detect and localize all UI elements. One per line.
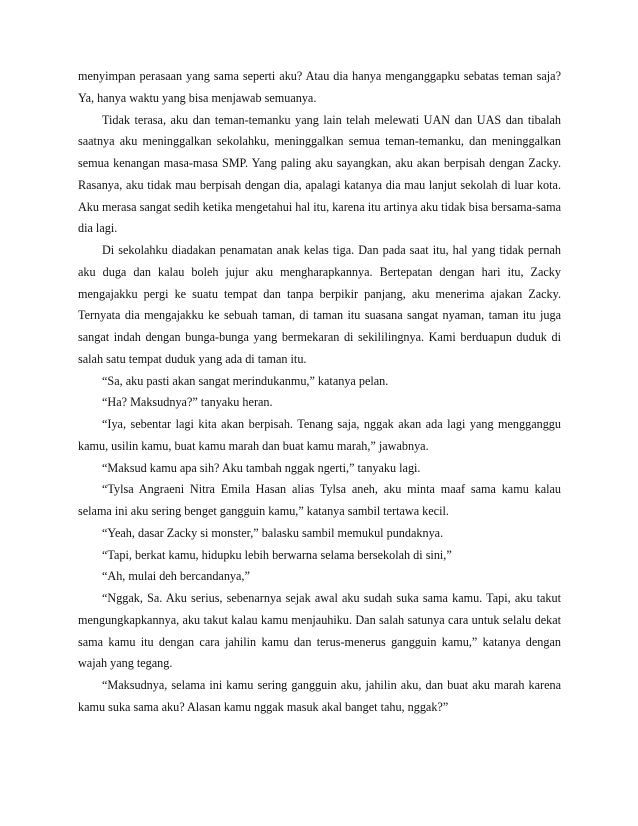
paragraph-11: “Ah, mulai deh bercandanya,”	[102, 569, 250, 584]
paragraph-5: “Ha? Maksudnya?” tanyaku heran.	[102, 395, 273, 410]
paragraph-4: “Sa, aku pasti akan sangat merindukanmu,” katanya pelan.	[102, 373, 389, 388]
body-text	[78, 66, 561, 719]
paragraph-1: menyimpan perasaan yang sama seperti aku? Atau dia hanya menganggapku sebatas teman saja? Ya, hanya waktu yang bisa menjawab semuanya.	[78, 69, 561, 105]
paragraph-8: “Tylsa Angraeni Nitra Emila Hasan alias Tylsa aneh, aku minta maaf sama kamu kalau selama ini aku sering benget gangguin kamu,” katanya sambil tertawa kecil.	[78, 482, 561, 518]
paragraph-12: “Nggak, Sa. Aku serius, sebenarnya sejak awal aku sudah suka sama kamu. Tapi, aku takut mengungkapkannya, aku takut kalau kamu menjauhiku. Dan salah satunya cara untuk selalu dekat sama kamu itu dengan cara jahilin kamu dan terus-menerus gangguin kamu,” katanya dengan wajah yang tegang.	[78, 591, 561, 671]
paragraph-13: “Maksudnya, selama ini kamu sering gangguin aku, jahilin aku, dan buat aku marah karena kamu suka sama aku? Alasan kamu nggak masuk akal banget tahu, nggak?”	[78, 678, 561, 714]
paragraph-10: “Tapi, berkat kamu, hidupku lebih berwarna selama bersekolah di sini,”	[102, 547, 452, 562]
paragraph-6: “Iya, sebentar lagi kita akan berpisah. Tenang saja, nggak akan ada lagi yang mengganggu kamu, usilin kamu, buat kamu marah dan buat kamu marah,” jawabnya.	[78, 417, 561, 453]
paragraph-9: “Yeah, dasar Zacky si monster,” balasku sambil memukul pundaknya.	[102, 525, 444, 540]
paragraph-3: Di sekolahku diadakan penamatan anak kelas tiga. Dan pada saat itu, hal yang tidak pernah aku duga dan kalau boleh jujur aku mengharapkannya. Bertepatan dengan hari itu, Zacky mengajakku pergi ke suatu tempat dan tanpa berpikir panjang, aku menerima ajakan Zacky. Ternyata dia mengajakku ke sebuah taman, di taman itu suasana sangat nyaman, taman itu juga sangat indah dengan bunga-bunga yang bermekaran di sekililingnya. Kami berduapun duduk di salah satu tempat duduk yang ada di taman itu.	[78, 243, 561, 366]
paragraph-7: “Maksud kamu apa sih? Aku tambah nggak ngerti,” tanyaku lagi.	[102, 460, 421, 475]
paragraph-2: Tidak terasa, aku dan teman-temanku yang lain telah melewati UAN dan UAS dan tibalah saatnya aku meninggalkan sekolahku, meninggalkan semua teman-temanku, dan meninggalkan semua kenangan masa-masa SMP. Yang paling aku sayangkan, aku akan berpisah dengan Zacky. Rasanya, aku tidak mau berpisah dengan dia, apalagi katanya dia mau lanjut sekolah di luar kota. Aku merasa sangat sedih ketika mengetahui hal itu, karena itu artinya aku tidak bisa bersama-sama dia lagi.	[78, 112, 561, 236]
